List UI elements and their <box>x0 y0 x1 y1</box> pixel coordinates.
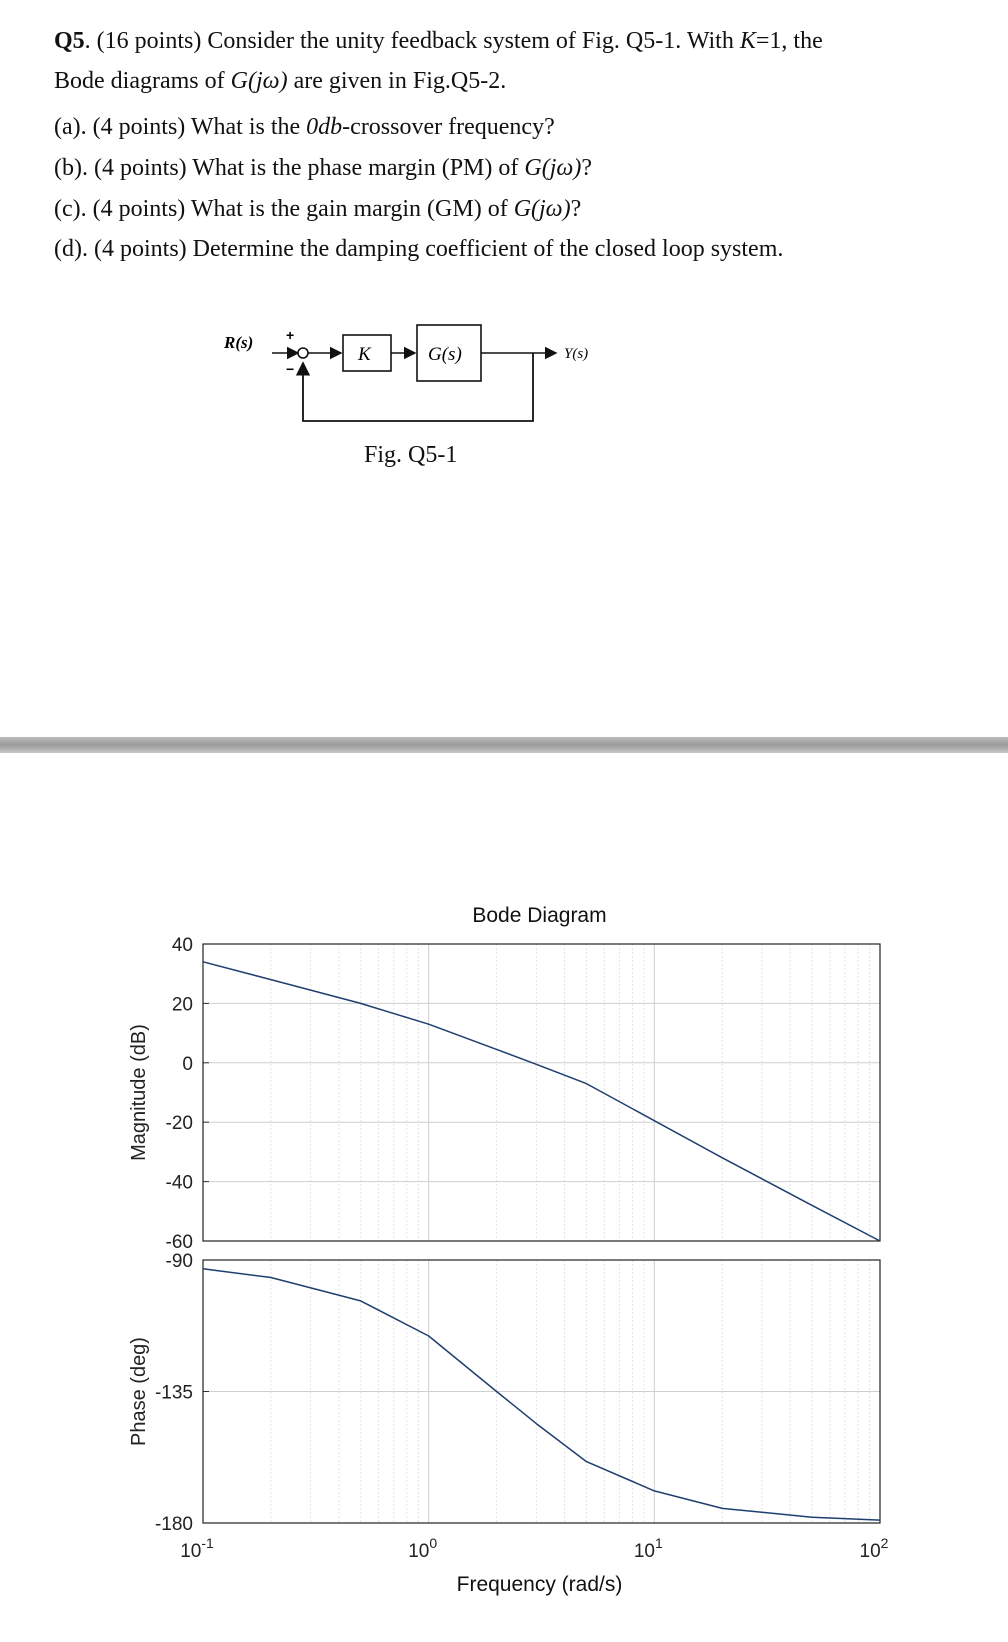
magnitude-ytick-label: -40 <box>165 1172 193 1194</box>
magnitude-ytick-label: -60 <box>165 1232 193 1253</box>
minus-sign: − <box>286 361 295 377</box>
xtick-base: 10 <box>180 1541 202 1562</box>
bode-chart <box>0 880 1008 1620</box>
part-b-prefix: (b). (4 points) What is the phase margin (PM) of <box>54 155 525 181</box>
phase-ytick-label: -180 <box>154 1514 193 1535</box>
xtick-label <box>860 1535 889 1562</box>
xtick-base: 10 <box>633 1541 656 1562</box>
question-line-2 <box>54 68 506 95</box>
phase-ytick-label: -135 <box>154 1382 193 1404</box>
question-label: Q5 <box>54 28 85 54</box>
question-intro: . (16 points) Consider the unity feedback system of Fig. Q5-1. With <box>84 28 740 54</box>
xtick-exponent: 2 <box>880 1535 889 1551</box>
question-part-a <box>54 114 555 141</box>
part-c-math: G(jω) <box>513 196 571 222</box>
xtick-label <box>634 1535 663 1562</box>
fig1-caption: Fig. Q5-1 <box>364 442 458 468</box>
magnitude-ytick-label: 20 <box>171 994 193 1016</box>
xtick-exponent: 1 <box>655 1535 663 1551</box>
question-part-c <box>54 196 581 223</box>
xtick-exponent: -1 <box>201 1535 214 1551</box>
xtick-label <box>408 1535 437 1562</box>
part-b-suffix: ? <box>581 155 592 181</box>
magnitude-ylabel: Magnitude (dB) <box>128 1024 150 1161</box>
part-a-math: 0db <box>306 114 343 140</box>
part-b-math: G(jω) <box>524 155 582 181</box>
question-part-b <box>54 155 592 182</box>
part-a-suffix: -crossover frequency? <box>342 114 555 140</box>
xtick-base: 10 <box>859 1541 881 1562</box>
plus-sign: + <box>286 327 295 343</box>
x-axis-label: Frequency (rad/s) <box>456 1573 623 1596</box>
magnitude-ytick-label: -20 <box>165 1113 193 1135</box>
question-intro-end: =1, the <box>755 28 823 54</box>
chart-title: Bode Diagram <box>472 904 607 927</box>
divider <box>0 737 1008 753</box>
summing-junction <box>298 348 308 358</box>
input-label: R(s) <box>224 333 254 352</box>
xtick-base: 10 <box>408 1541 430 1562</box>
part-a-prefix: (a). (4 points) What is the <box>54 114 307 140</box>
phase-series-line <box>203 1269 880 1520</box>
line2-text: Bode diagrams of <box>54 68 231 94</box>
phase-ytick-label: -90 <box>165 1251 193 1272</box>
part-c-prefix: (c). (4 points) What is the gain margin (GM) of <box>54 196 514 222</box>
part-c-suffix: ? <box>570 196 582 222</box>
gain-label: K <box>358 344 371 365</box>
k-symbol: K <box>739 28 756 54</box>
phase-ylabel: Phase (deg) <box>128 1337 150 1446</box>
magnitude-ytick-label: 0 <box>182 1053 193 1075</box>
gjw-symbol: G(jω) <box>230 68 288 94</box>
output-label: Y(s) <box>564 346 589 362</box>
question-header <box>54 28 823 55</box>
plant-label: G(s) <box>428 344 462 365</box>
part-d-prefix: (d). (4 points) Determine the damping coefficient of the closed loop system. <box>54 236 784 262</box>
magnitude-ytick-label: 40 <box>171 935 193 956</box>
question-part-d <box>54 236 783 263</box>
xtick-label <box>180 1535 214 1562</box>
line2-text-end: are given in Fig.Q5-2. <box>287 68 507 94</box>
xtick-exponent: 0 <box>429 1535 438 1551</box>
